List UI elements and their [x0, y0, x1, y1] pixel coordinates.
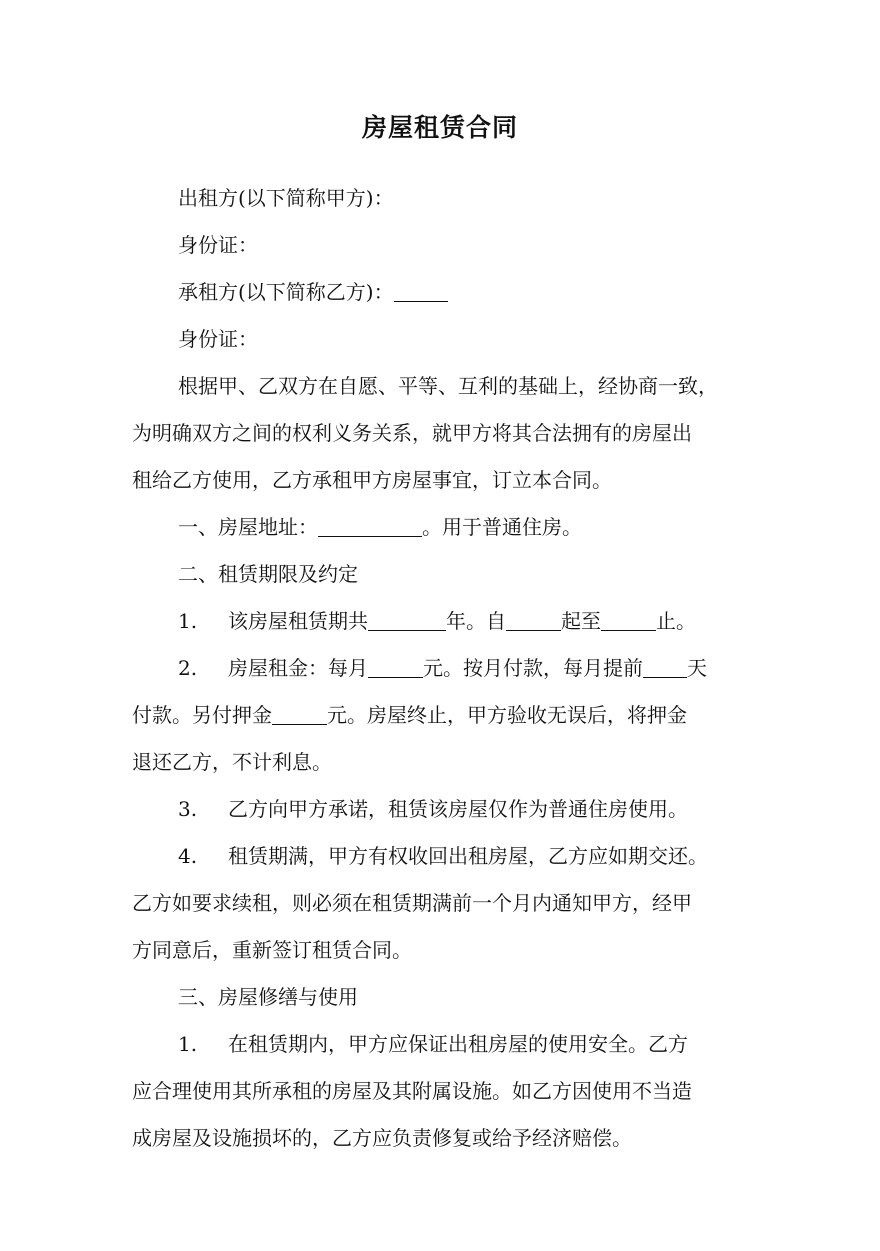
clause-2-4-line-3: 方同意后，重新签订租赁合同。	[132, 938, 412, 962]
clause-2-3: 3. 乙方向甲方承诺，租赁该房屋仅作为普通住房使用。	[178, 797, 688, 821]
blank-field	[601, 610, 656, 631]
blank-field	[368, 657, 423, 678]
clause-2-2-line-2: 付款。另付押金 元。房屋终止，甲方验收无误后，将押金	[132, 703, 687, 727]
clause-2-4: 4. 租赁期满，甲方有权收回出租房屋，乙方应如期交还。	[178, 844, 708, 868]
section-1-address: 一、房屋地址： 。用于普通住房。	[178, 515, 582, 539]
blank-field	[394, 281, 448, 302]
clause-3-1-line-2: 应合理使用其所承租的房屋及其附属设施。如乙方因使用不当造	[132, 1079, 692, 1103]
clause-3-1-line-3: 成房屋及设施损坏的，乙方应负责修复或给予经济赔偿。	[132, 1126, 632, 1150]
clause-3-1: 1. 在租赁期内，甲方应保证出租房屋的使用安全。乙方	[178, 1032, 688, 1056]
blank-field	[318, 516, 422, 537]
clause-2-2: 2. 房屋租金：每月 元。按月付款，每月提前 天	[178, 656, 707, 680]
lessee-line: 承租方(以下简称乙方)：	[178, 278, 448, 306]
doc-title: 房屋租赁合同	[361, 113, 518, 142]
preamble-line-1: 根据甲、乙双方在自愿、平等、互利的基础上，经协商一致，	[178, 374, 718, 398]
section-3-title: 三、房屋修缮与使用	[178, 985, 358, 1009]
id-card-line-1: 身份证：	[178, 233, 258, 257]
blank-field	[368, 610, 446, 631]
id-card-line-2: 身份证：	[178, 327, 258, 351]
lessor-line: 出租方(以下简称甲方)：	[178, 186, 394, 210]
blank-field	[272, 704, 327, 725]
blank-field	[643, 657, 687, 678]
preamble-line-2: 为明确双方之间的权利义务关系，就甲方将其合法拥有的房屋出	[132, 421, 692, 445]
clause-2-2-line-3: 退还乙方，不计利息。	[132, 750, 332, 774]
section-2-title: 二、租赁期限及约定	[178, 562, 358, 586]
blank-field	[506, 610, 561, 631]
preamble-line-3: 租给乙方使用，乙方承租甲方房屋事宜，订立本合同。	[132, 468, 612, 492]
clause-2-4-line-2: 乙方如要求续租，则必须在租赁期满前一个月内通知甲方，经甲	[132, 891, 692, 915]
clause-2-1: 1. 该房屋租赁期共 年。自 起至 止。	[178, 609, 696, 633]
